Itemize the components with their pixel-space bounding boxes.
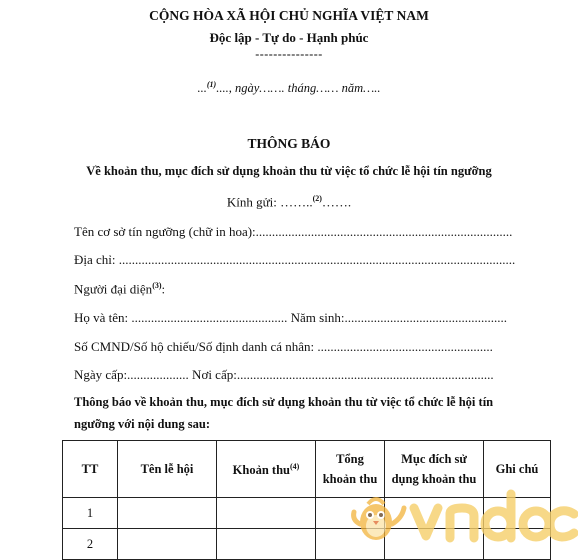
table-cell bbox=[217, 498, 316, 529]
notice-line-2: ngưỡng với nội dung sau: bbox=[74, 417, 210, 431]
representative-label: Người đại diện$^{(3)}$: bbox=[74, 281, 166, 297]
footnote-marker-4: (4) bbox=[290, 462, 300, 472]
col-header-festival: Tên lễ hội bbox=[118, 441, 217, 498]
row-number: 1 bbox=[63, 498, 118, 529]
document-title: THÔNG BÁO bbox=[247, 136, 331, 151]
vndoc-watermark-logo bbox=[346, 484, 578, 547]
document-subtitle: Về khoản thu, mục đích sử dụng khoản thu từ việc tổ chức lễ hội tín ngưỡng bbox=[86, 164, 492, 178]
establishment-name-field: Tên cơ sở tín ngưỡng (chữ in hoa):............................................................................... bbox=[74, 224, 513, 239]
notice-line-1: Thông báo về khoản thu, mục đích sử dụng khoản thu từ việc tổ chức lễ hội tín bbox=[74, 395, 494, 409]
name-birth-field: Họ và tên: ................................................ Năm sinh:.................................................. bbox=[74, 310, 507, 325]
col-header-total: Tổng khoản thu bbox=[316, 441, 385, 498]
col-header-tt: TT bbox=[63, 441, 118, 498]
chick-mascot-icon bbox=[354, 499, 404, 540]
separator-line: --------------- bbox=[255, 47, 323, 61]
table-cell bbox=[118, 498, 217, 529]
footnote-marker-2: (2) bbox=[312, 194, 322, 203]
col-header-note: Ghi chú bbox=[484, 441, 551, 498]
col-header-purpose: Mục đích sử dụng khoản thu bbox=[385, 441, 484, 498]
address-field: Địa chỉ: .......................................................................................................................... bbox=[74, 252, 516, 267]
row-number: 2 bbox=[63, 529, 118, 560]
issue-date-place-field: Ngày cấp:................... Nơi cấp:............................................................................... bbox=[74, 367, 494, 382]
id-number-field: Số CMND/Số hộ chiếu/Số định danh cá nhân: ...................................................... bbox=[74, 339, 493, 354]
table-cell bbox=[118, 529, 217, 560]
vndoc-lettering bbox=[414, 494, 574, 538]
table-cell bbox=[217, 529, 316, 560]
footnote-marker-1: (1) bbox=[206, 80, 217, 89]
motto: Độc lập - Tự do - Hạnh phúc bbox=[209, 30, 369, 45]
col-header-revenue: Khoản thu$^{(4)}$ bbox=[217, 441, 316, 498]
nation-header: CỘNG HÒA XÃ HỘI CHỦ NGHĨA VIỆT NAM bbox=[149, 8, 429, 23]
greeting-line: Kính gửi: ……..$^{(2)}$……. bbox=[226, 194, 352, 210]
footnote-marker-3: (3) bbox=[152, 281, 162, 290]
date-line: ...$^{(1)}$...., ngày……. tháng…… năm….. bbox=[197, 80, 381, 96]
